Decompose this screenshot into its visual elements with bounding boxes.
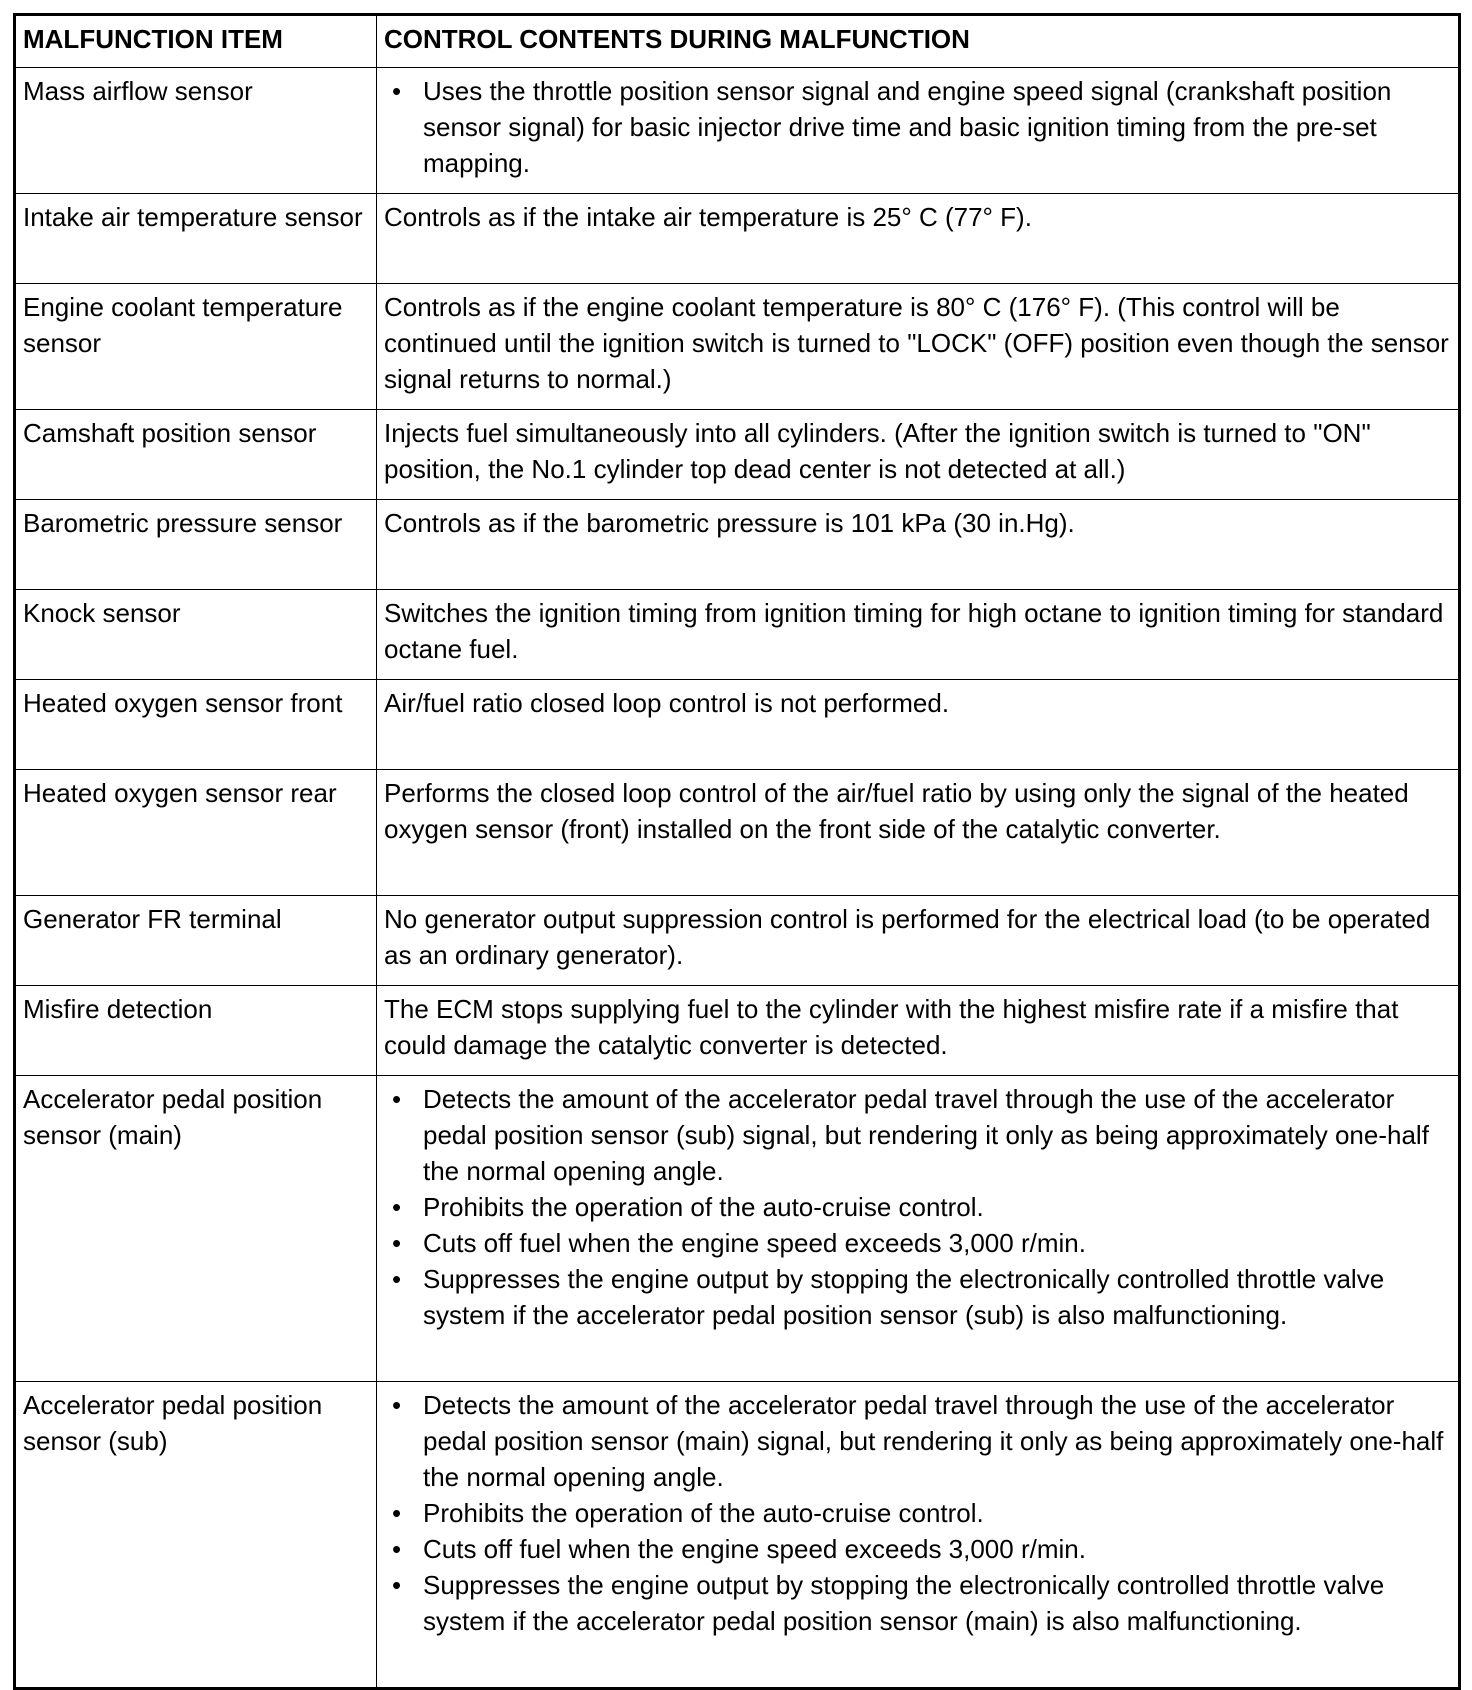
malfunction-item-cell: Engine coolant temperature sensor xyxy=(15,284,377,410)
bullet-item: • Suppresses the engine output by stopping the electronically controlled throttle valve system if the accelerator pedal position sensor (sub) is also malfunctioning. xyxy=(423,1261,1451,1333)
bullet-item: • Prohibits the operation of the auto-cruise control. xyxy=(423,1495,1451,1531)
table-row xyxy=(15,590,1460,680)
malfunction-item-cell: Camshaft position sensor xyxy=(15,410,377,500)
table-row xyxy=(15,986,1460,1076)
malfunction-item-cell: Accelerator pedal position sensor (main) xyxy=(15,1076,377,1382)
malfunction-item-cell: Mass airflow sensor xyxy=(15,68,377,194)
control-contents-cell: The ECM stops supplying fuel to the cylinder with the highest misfire rate if a misfire that could damage the catalytic converter is detected. xyxy=(377,986,1460,1076)
table-row xyxy=(15,680,1460,770)
control-contents-cell: Switches the ignition timing from ignition timing for high octane to ignition timing for standard octane fuel. xyxy=(377,590,1460,680)
malfunction-item-cell: Barometric pressure sensor xyxy=(15,500,377,590)
malfunction-item-cell: Misfire detection xyxy=(15,986,377,1076)
bullet-list xyxy=(384,1387,1451,1639)
bullet-item: • Cuts off fuel when the engine speed exceeds 3,000 r/min. xyxy=(423,1531,1451,1567)
bullet-item: • Detects the amount of the accelerator pedal travel through the use of the accelerator pedal position sensor (sub) signal, but rendering it only as being approximately one-half the normal opening angle. xyxy=(423,1081,1451,1189)
header-row xyxy=(15,15,1460,68)
control-contents-cell: Controls as if the intake air temperature is 25° C (77° F). xyxy=(377,194,1460,284)
bullet-item: • Cuts off fuel when the engine speed exceeds 3,000 r/min. xyxy=(423,1225,1451,1261)
table-row xyxy=(15,410,1460,500)
control-contents-cell: No generator output suppression control is performed for the electrical load (to be operated as an ordinary generator). xyxy=(377,896,1460,986)
malfunction-control-table xyxy=(13,13,1461,1690)
bullet-list xyxy=(384,1081,1451,1333)
malfunction-item-cell: Generator FR terminal xyxy=(15,896,377,986)
malfunction-item-cell: Intake air temperature sensor xyxy=(15,194,377,284)
bullet-item: • Prohibits the operation of the auto-cruise control. xyxy=(423,1189,1451,1225)
malfunction-item-cell: Heated oxygen sensor rear xyxy=(15,770,377,896)
header-malfunction-item: MALFUNCTION ITEM xyxy=(15,15,377,68)
bullet-list xyxy=(384,73,1451,181)
control-contents-cell: Air/fuel ratio closed loop control is not performed. xyxy=(377,680,1460,770)
malfunction-item-cell: Accelerator pedal position sensor (sub) xyxy=(15,1382,377,1689)
table-row xyxy=(15,500,1460,590)
bullet-item: • Detects the amount of the accelerator pedal travel through the use of the accelerator pedal position sensor (main) signal, but rendering it only as being approximately one-half the normal opening angle. xyxy=(423,1387,1451,1495)
control-contents-cell: Controls as if the barometric pressure is 101 kPa (30 in.Hg). xyxy=(377,500,1460,590)
table-row xyxy=(15,68,1460,194)
control-contents-cell xyxy=(377,1076,1460,1382)
table-row xyxy=(15,284,1460,410)
malfunction-item-cell: Knock sensor xyxy=(15,590,377,680)
control-contents-cell xyxy=(377,1382,1460,1689)
header-control-contents: CONTROL CONTENTS DURING MALFUNCTION xyxy=(377,15,1460,68)
table-row xyxy=(15,770,1460,896)
control-contents-cell: Performs the closed loop control of the air/fuel ratio by using only the signal of the heated oxygen sensor (front) installed on the front side of the catalytic converter. xyxy=(377,770,1460,896)
control-contents-cell xyxy=(377,68,1460,194)
bullet-item: • Uses the throttle position sensor signal and engine speed signal (crankshaft position sensor signal) for basic injector drive time and basic ignition timing from the pre-set mapping. xyxy=(423,73,1451,181)
table-row xyxy=(15,1382,1460,1689)
table-row xyxy=(15,1076,1460,1382)
control-contents-cell: Injects fuel simultaneously into all cylinders. (After the ignition switch is turned to "ON" position, the No.1 cylinder top dead center is not detected at all.) xyxy=(377,410,1460,500)
bullet-item: • Suppresses the engine output by stopping the electronically controlled throttle valve system if the accelerator pedal position sensor (main) is also malfunctioning. xyxy=(423,1567,1451,1639)
malfunction-item-cell: Heated oxygen sensor front xyxy=(15,680,377,770)
control-contents-cell: Controls as if the engine coolant temperature is 80° C (176° F). (This control will be continued until the ignition switch is turned to "LOCK" (OFF) position even though the sensor signal returns to normal.) xyxy=(377,284,1460,410)
table-row xyxy=(15,194,1460,284)
table-row xyxy=(15,896,1460,986)
